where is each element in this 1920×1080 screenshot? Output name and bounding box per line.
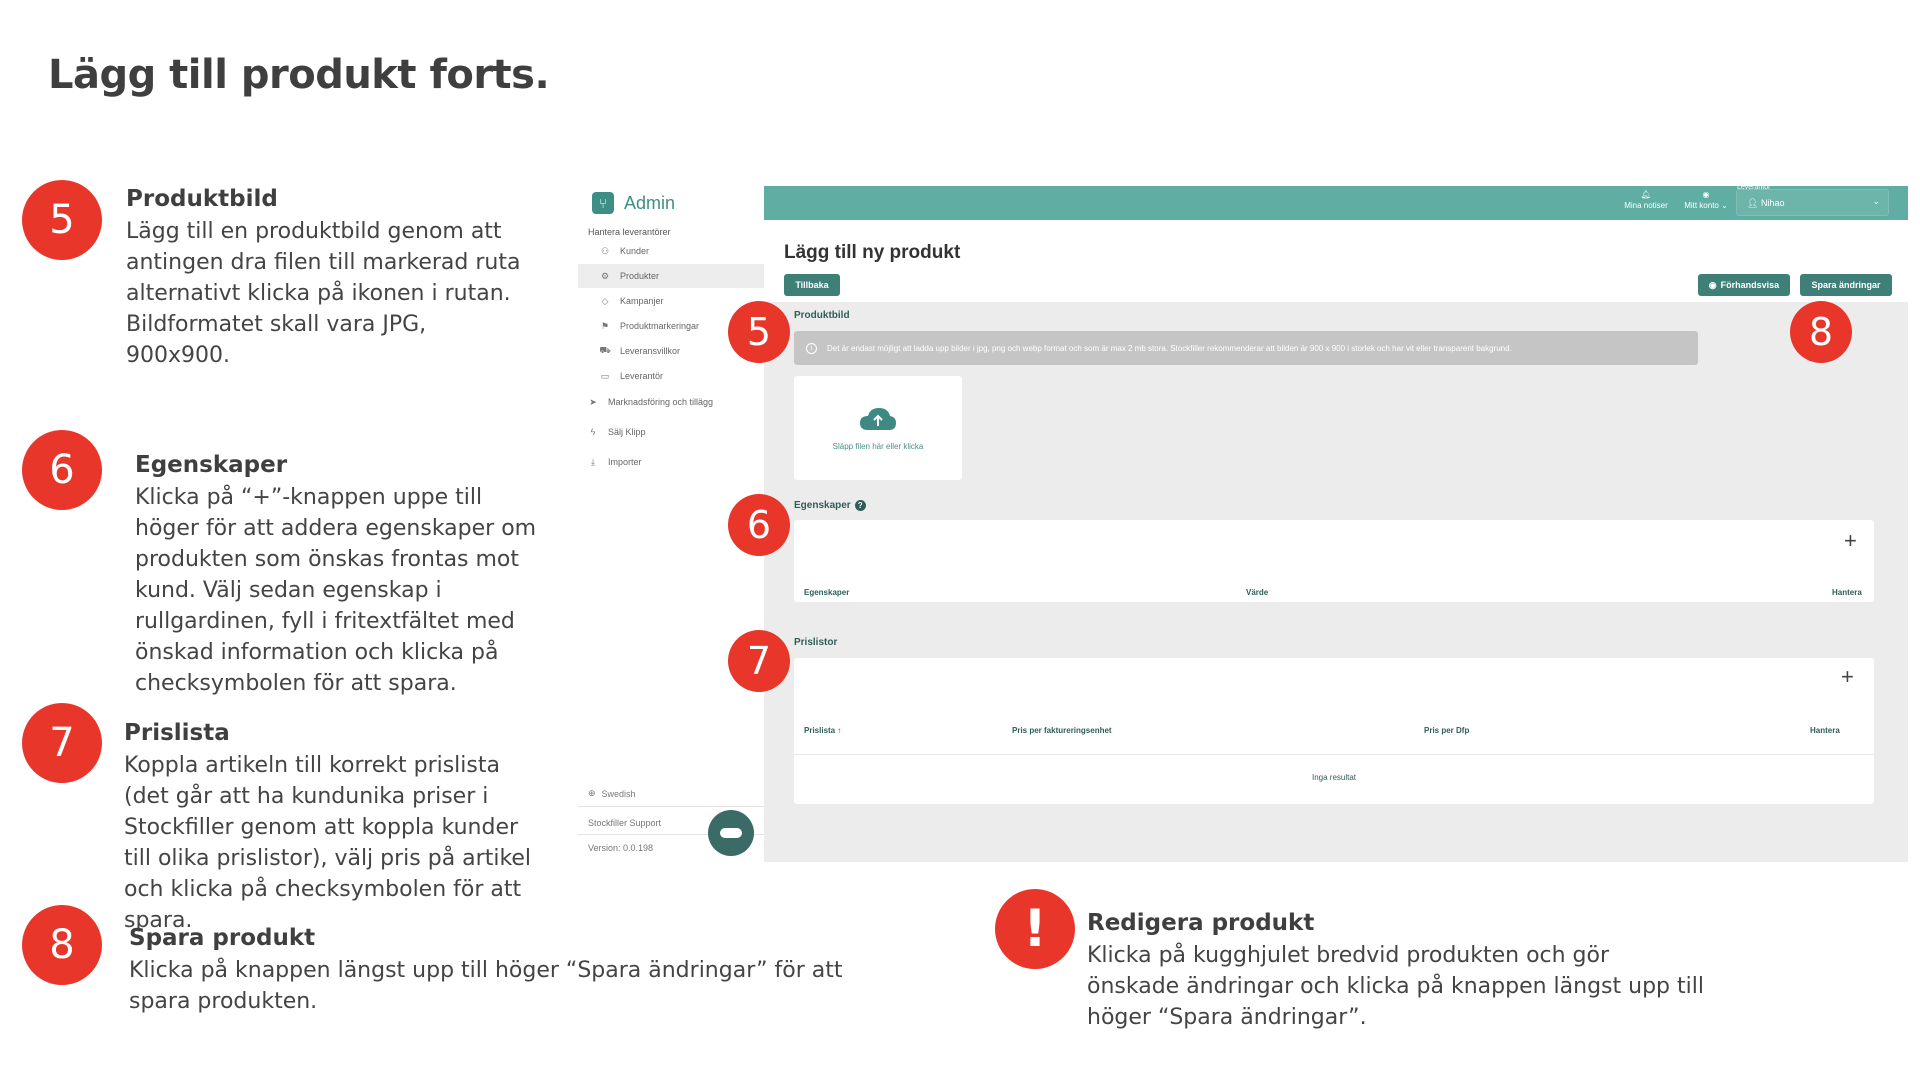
properties-section-title <box>794 500 866 511</box>
edit-step-title: Redigera produkt <box>1087 910 1315 936</box>
step-7-title: Prislista <box>124 720 230 746</box>
step-8-text: Klicka på knappen längst upp till höger “Spara ändringar” för att spara produkten. <box>129 958 843 1014</box>
pricelists-col-name-text: Prislista <box>804 726 836 735</box>
properties-col-name: Egenskaper <box>804 588 850 597</box>
image-info-text: Det är endast möjligt att ladda upp bilder i jpg, png och webp format och som är max 2 mb stora. Stockfiller rekommenderar att bilden är 900 x 900 i storlek och har vit eller transparent bakgrund. <box>827 343 1512 353</box>
step-5-title: Produktbild <box>126 186 278 212</box>
info-icon: i <box>806 343 817 354</box>
supplier-value: 👤︎ Nihao <box>1747 198 1785 208</box>
pricelists-col-dfp-price: Pris per Dfp <box>1424 726 1470 735</box>
logo-icon: ⑂ <box>592 192 614 214</box>
upload-text: Släpp filen här eller klicka <box>832 442 924 451</box>
chevron-down-icon: ⌄ <box>1872 196 1880 206</box>
image-info-bar <box>794 331 1698 365</box>
sidebar-item-label: Sälj Klipp <box>608 427 646 437</box>
import-icon: ⤓ <box>591 456 595 467</box>
step-5 <box>126 186 536 371</box>
sidebar-divider <box>578 806 764 807</box>
logo-text: Admin <box>624 192 676 213</box>
folder-icon: ▭ <box>600 370 610 381</box>
image-section-title: Produktbild <box>794 310 850 321</box>
version-label: Version: 0.0.198 <box>588 843 654 853</box>
main-header <box>764 220 1908 302</box>
step-7 <box>124 720 544 936</box>
box-icon: ⚙ <box>600 270 610 281</box>
supplier-value-text: Nihao <box>1760 198 1785 208</box>
account-icon: ◉ <box>1702 190 1710 199</box>
account-button[interactable]: ◉ Mitt konto ⌄ <box>1678 189 1734 211</box>
sidebar-item-label: Kunder <box>620 246 650 256</box>
properties-card <box>794 520 1874 602</box>
step-7-badge: 7 <box>22 703 102 783</box>
callout-7: 7 <box>728 630 790 692</box>
edit-step-text: Klicka på kugghjulet bredvid produkten och gör önskade ändringar och klicka på knappen längst upp till höger “Spara ändringar”. <box>1087 943 1704 1030</box>
sidebar-item-label: Leverantör <box>620 371 664 381</box>
properties-title-text: Egenskaper <box>794 500 851 512</box>
step-6-title: Egenskaper <box>135 452 288 478</box>
preview-button[interactable] <box>1698 274 1790 296</box>
cloud-upload-icon <box>858 406 898 432</box>
send-icon: ➤ <box>589 396 597 407</box>
step-8-badge: 8 <box>22 905 102 985</box>
sidebar-item-importer[interactable] <box>578 450 764 474</box>
step-6-badge: 6 <box>22 430 102 510</box>
sidebar-item-kunder[interactable] <box>578 239 764 263</box>
tag-icon: ◇ <box>601 295 609 306</box>
flag-icon: ⚑ <box>600 320 610 331</box>
preview-label: Förhandsvisa <box>1720 280 1780 290</box>
sidebar-section-title: Hantera leverantörer <box>588 227 671 237</box>
pricelists-empty: Inga resultat <box>1311 773 1357 782</box>
supplier-label: Leverantör <box>1737 184 1771 191</box>
pricelists-col-manage: Hantera <box>1810 726 1840 735</box>
globe-icon: ⊕ <box>588 788 596 798</box>
add-property-button[interactable]: + <box>1844 528 1857 553</box>
logo[interactable] <box>592 192 675 214</box>
sidebar-item-salj-klipp[interactable] <box>578 420 764 444</box>
truck-icon: ⛟ <box>599 345 611 355</box>
sidebar-item-label: Produkter <box>620 271 660 281</box>
pricelists-col-name[interactable] <box>804 726 841 735</box>
callout-6: 6 <box>728 494 790 556</box>
sidebar-item-label: Produktmarkeringar <box>620 321 700 331</box>
step-8 <box>129 925 889 1017</box>
properties-col-value: Värde <box>1246 588 1269 597</box>
eye-icon: ◉ <box>1708 279 1717 290</box>
support-link[interactable]: Stockfiller Support <box>588 818 662 828</box>
pricelists-section-title: Prislistor <box>794 637 838 648</box>
edit-badge: ! <box>995 889 1075 969</box>
notifications-button[interactable] <box>1616 189 1676 211</box>
step-7-text: Koppla artikeln till korrekt prislista (det går att ha kundunika priser i Stockfiller genom att koppla kunder till olika prislistor), välj pris på artikel och klicka på checksymbolen för att spara. <box>124 753 532 933</box>
language-selector[interactable] <box>588 788 636 799</box>
page-title: Lägg till ny produkt <box>784 242 961 263</box>
sidebar-item-leverantor[interactable] <box>578 364 764 388</box>
pricelists-card <box>794 658 1874 804</box>
save-button[interactable]: Spara ändringar <box>1800 274 1892 296</box>
sidebar-item-produkter[interactable] <box>578 264 764 288</box>
topbar <box>764 186 1908 220</box>
step-6 <box>135 452 545 699</box>
table-divider <box>794 754 1874 755</box>
step-8-title: Spara produkt <box>129 925 316 951</box>
chat-icon <box>720 828 742 838</box>
sidebar-item-marknadsforing[interactable] <box>578 390 764 414</box>
account-label: Mitt konto <box>1684 201 1719 210</box>
users-icon: ⚇ <box>600 245 610 256</box>
add-pricelist-button[interactable]: + <box>1841 664 1854 689</box>
sort-arrow-icon: ↑ <box>837 726 842 735</box>
image-upload-dropzone[interactable] <box>794 376 962 480</box>
callout-5: 5 <box>728 301 790 363</box>
step-5-text: Lägg till en produktbild genom att antingen dra filen till markerad ruta alternativt klicka på ikonen i rutan. Bildformatet skall vara JPG, 900x900. <box>126 219 521 368</box>
step-5-badge: 5 <box>22 180 102 260</box>
bell-icon: 🔔︎ <box>1640 190 1652 199</box>
language-label: Swedish <box>601 788 636 799</box>
help-icon[interactable]: ? <box>855 500 866 511</box>
properties-col-manage: Hantera <box>1832 588 1862 597</box>
sidebar-item-label: Importer <box>608 457 642 467</box>
sidebar-item-label: Kampanjer <box>620 296 664 306</box>
supplier-select[interactable] <box>1736 184 1889 216</box>
sidebar-item-label: Leveransvillkor <box>620 346 681 356</box>
bolt-icon: ϟ <box>590 427 596 437</box>
sidebar-item-label: Marknadsföring och tillägg <box>608 397 714 407</box>
chat-button[interactable] <box>708 810 754 856</box>
notifications-label: Mina notiser <box>1624 201 1668 210</box>
edit-step <box>1087 910 1707 1033</box>
step-6-text: Klicka på “+”-knappen uppe till höger för att addera egenskaper om produkten som önskas frontas mot kund. Välj sedan egenskap i rullgardinen, fyll i fritextfältet med önskad information och klicka på checksymbolen för att spara. <box>135 485 537 696</box>
pricelists-col-invoice-price: Pris per faktureringsenhet <box>1012 726 1112 735</box>
back-button[interactable]: Tillbaka <box>784 274 840 296</box>
slide-title: Lägg till produkt forts. <box>48 52 550 98</box>
callout-8: 8 <box>1790 301 1852 363</box>
